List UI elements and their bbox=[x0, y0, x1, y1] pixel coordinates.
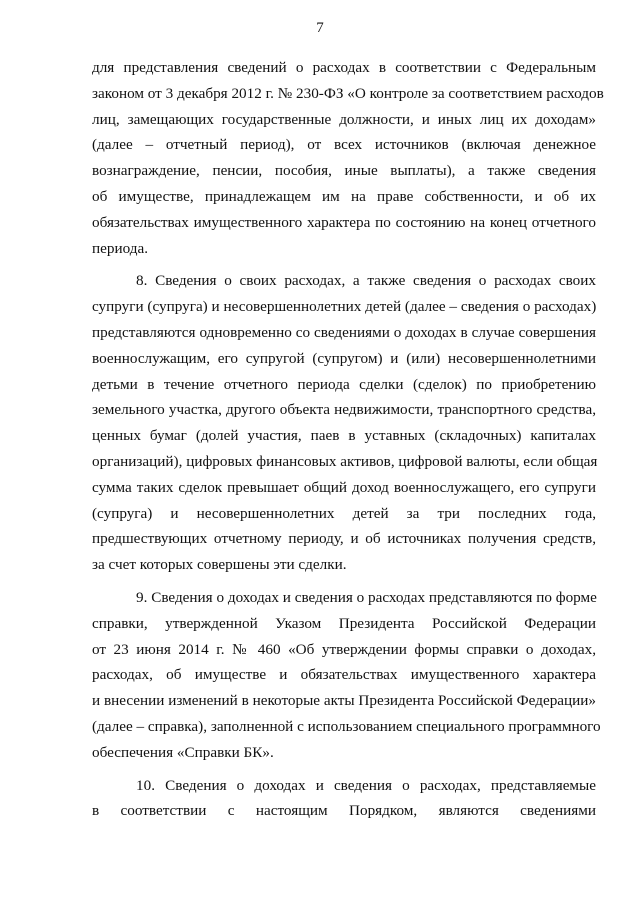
text-line: законом от 3 декабря 2012 г. № 230-ФЗ «О контроле за соответствием расходов bbox=[92, 84, 604, 102]
paragraph-item-10 bbox=[92, 773, 596, 825]
paragraph-continuation bbox=[92, 55, 604, 261]
text-line: (далее – отчетный период), от всех источников (включая денежное bbox=[92, 136, 596, 154]
paragraph-item-8 bbox=[92, 268, 596, 578]
text-line: ценных бумаг (долей участия, паев в уставных (складочных) капиталах bbox=[92, 427, 596, 445]
text-line: предшествующих отчетному периоду, и об источниках получения средств, bbox=[92, 530, 596, 548]
text-line: (далее – справка), заполненной с использованием специального программного bbox=[92, 717, 601, 735]
text-line: сумма таких сделок превышает общий доход военнослужащего, его супруги bbox=[92, 478, 596, 496]
body-text bbox=[92, 55, 604, 824]
paragraph-gap bbox=[92, 261, 596, 268]
text-line: об имуществе, принадлежащем им на праве собственности, и об их bbox=[92, 187, 596, 205]
text-line: справки, утвержденной Указом Президента Российской Федерации bbox=[92, 614, 596, 632]
text-line: периода. bbox=[92, 239, 149, 257]
text-line: организаций), цифровых финансовых активов, цифровой валюты, если общая bbox=[92, 452, 598, 470]
text-line: от 23 июня 2014 г. № 460 «Об утверждении формы справки о доходах, bbox=[92, 640, 596, 658]
paragraph-gap bbox=[92, 766, 596, 773]
text-line: 10. Сведения о доходах и сведения о расходах, представляемые bbox=[136, 776, 596, 794]
text-line: 8. Сведения о своих расходах, а также сведения о расходах своих bbox=[136, 272, 596, 290]
text-line: в соответствии с настоящим Порядком, являются сведениями bbox=[92, 802, 596, 820]
text-line: для представления сведений о расходах в соответствии с Федеральным bbox=[92, 59, 596, 76]
paragraph-gap bbox=[92, 578, 596, 585]
text-line: супруги (супруга) и несовершеннолетних детей (далее – сведения о расходах) bbox=[92, 298, 597, 316]
text-line: (супруга) и несовершеннолетних детей за три последних года, bbox=[92, 504, 596, 522]
text-line: обеспечения «Справки БК». bbox=[92, 743, 274, 761]
text-line: обязательствах имущественного характера по состоянию на конец отчетного bbox=[92, 213, 596, 231]
text-line: 9. Сведения о доходах и сведения о расходах представляются по форме bbox=[136, 588, 597, 606]
text-line: вознаграждение, пенсии, пособия, иные выплаты), а также сведения bbox=[92, 162, 596, 180]
text-line: и внесении изменений в некоторые акты Президента Российской Федерации» bbox=[92, 692, 596, 710]
text-line: расходах, об имуществе и обязательствах имущественного характера bbox=[92, 666, 596, 684]
page-number: 7 bbox=[316, 20, 324, 36]
text-line: за счет которых совершены эти сделки. bbox=[92, 556, 347, 574]
text-line: военнослужащим, его супругой (супругом) и (или) несовершеннолетними bbox=[92, 349, 596, 367]
text-line: представляются одновременно со сведениями о доходах в случае совершения bbox=[92, 323, 596, 341]
text-line: земельного участка, другого объекта недвижимости, транспортного средства, bbox=[92, 401, 596, 419]
text-line: детьми в течение отчетного периода сделки (сделок) по приобретению bbox=[92, 375, 596, 393]
text-line: лиц, замещающих государственные должности, и иных лиц их доходам» bbox=[92, 110, 596, 128]
paragraph-item-9 bbox=[92, 585, 601, 766]
